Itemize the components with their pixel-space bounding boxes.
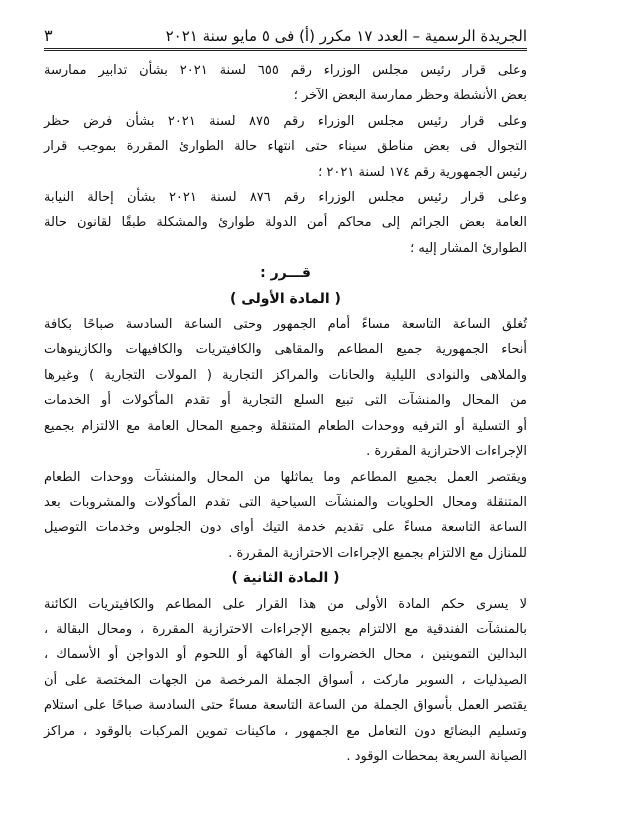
article-1-heading: ( المادة الأولى ) (230, 290, 341, 307)
text-line: أنحاء الجمهورية جميع المطاعم والمقاهى والكافيتريات والكافيهات والكازينوهات (44, 342, 527, 358)
text-line: بعض الأنشطة وحظر ممارسة البعض الآخر ؛ (293, 88, 527, 104)
article-1-paragraph-2 (44, 465, 527, 567)
text-line: التجوال فى بعض مناطق سيناء حتى انتهاء حالة الطوارئ المقررة بموجب قرار (44, 139, 527, 155)
text-line: المتنقلة ومحال الحلويات والمنشآت السياحية التى تقدم المأكولات والمشروبات بعد (44, 494, 527, 510)
text-line: للمنازل مع الالتزام بجميع الإجراءات الاحترازية المقررة . (228, 545, 527, 561)
text-line: أو التسلية أو الترفيه ووحدات الطعام المتنقلة وجميع المحال العامة مع الالتزام بجميع (44, 418, 527, 434)
text-line: العامة بعض الجرائم إلى محاكم أمن الدولة طوارئ والمشكلة طبقًا لقانون حالة (44, 215, 527, 231)
article-1-paragraph-1 (44, 312, 527, 464)
text-line: الطوارئ المشار إليه ؛ (410, 240, 527, 256)
text-line: والملاهى والنوادى الليلية والحانات والمراكز التجارية ( المولات التجارية ) وغيرها (44, 367, 527, 383)
text-line: وعلى قرار رئيس مجلس الوزراء رقم ٨٧٥ لسنة ٢٠٢١ بشأن فرض حظر (44, 113, 528, 129)
document-body (44, 58, 527, 769)
text-line: ويقتصر العمل بجميع المطاعم وما يماثلها من المحال والمنشآت ووحدات الطعام (44, 469, 527, 485)
text-line: بالمنشآت الفندقية مع الالتزام بجميع الإجراءات الاحترازية المقررة ، ومحال البقالة ، (44, 621, 527, 637)
preamble-paragraph (44, 185, 527, 261)
text-line: الساعة التاسعة مساءً على تقديم خدمة التيك أواى دون الجلوس وخدمات التوصيل (44, 520, 527, 536)
preamble-paragraph (44, 109, 527, 185)
text-line: وعلى قرار رئيس مجلس الوزراء رقم ٦٥٥ لسنة ٢٠٢١ بشأن تدابير ممارسة (44, 63, 528, 78)
text-line: الصيانة السريعة بمحطات الوقود . (346, 748, 527, 764)
text-line: الصيدليات ، السوبر ماركت ، أسواق الجملة المرخصة من الجهات المختصة على أن (44, 672, 527, 688)
text-line: يقتصر العمل بأسواق الجملة من الساعة التاسعة مساءً حتى السادسة صباحًا على استلام (44, 698, 527, 714)
page-number: ٣ (44, 26, 53, 45)
decision-heading: قـــرر : (260, 265, 311, 282)
article-2-heading: ( المادة الثانية ) (231, 570, 340, 587)
preamble-paragraph (44, 58, 527, 109)
text-line: وتسليم البضائع دون التعامل مع الجمهور ، ماكينات تموين المركبات بالوقود ، مراكز (44, 723, 527, 739)
text-line: الإجراءات الاحترازية المقررة . (366, 444, 527, 460)
text-line: رئيس الجمهورية رقم ١٧٤ لسنة ٢٠٢١ ؛ (318, 164, 527, 180)
article-2-paragraph-1 (44, 592, 527, 770)
header-divider (44, 48, 527, 51)
gazette-title: الجريدة الرسمية – العدد ١٧ مكرر (أ) فى ٥ مايو سنة ٢٠٢١ (165, 27, 527, 45)
text-line: وعلى قرار رئيس مجلس الوزراء رقم ٨٧٦ لسنة ٢٠٢١ بشأن إحالة النيابة (44, 190, 527, 206)
text-line: من المحال والمنشآت التى تبيع السلع التجارية أو تقدم المأكولات أو الخدمات (44, 393, 527, 409)
text-line: لا يسرى حكم المادة الأولى من هذا القرار على المطاعم والكافيتريات الكائنة (44, 596, 527, 612)
page-header (44, 17, 527, 45)
text-line: البدالين التموينين ، محال الخضروات أو الفاكهة أو اللحوم أو الدواجن أو الأسماك ، (44, 647, 527, 663)
text-line: تُغلق الساعة التاسعة مساءً أمام الجمهور وحتى الساعة السادسة صباحًا بكافة (44, 317, 527, 333)
